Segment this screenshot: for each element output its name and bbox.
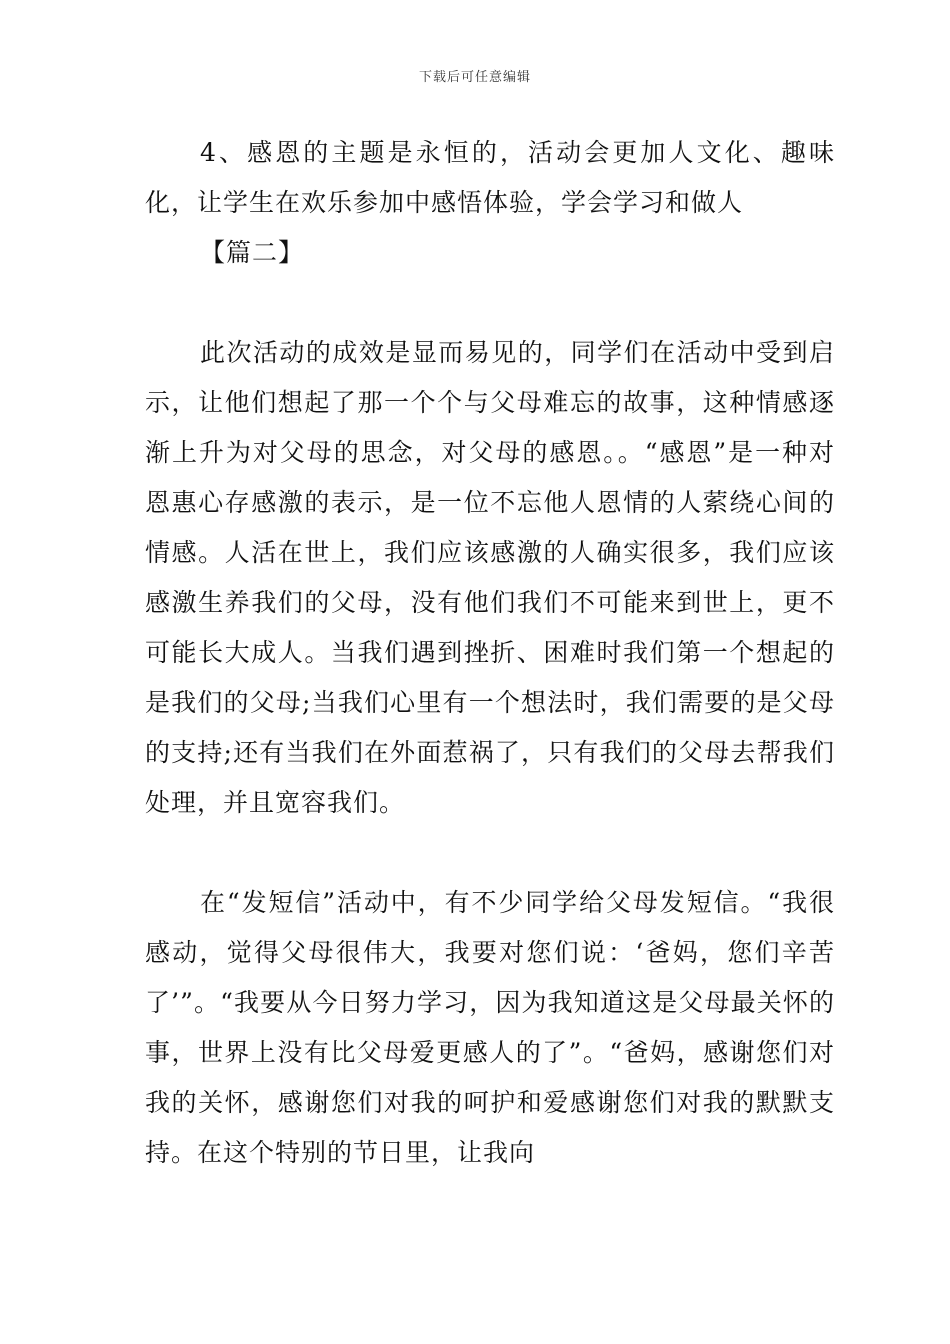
- document-body: [145, 128, 835, 1178]
- paragraph-3: 在“发短信”活动中，有不少同学给父母发短信。“我很感动，觉得父母很伟大，我要对您们说：‘爸妈，您们辛苦了’”。“我要从今日努力学习，因为我知道这是父母最关怀的事，世界上没有比父母爱更感人的了”。“爸妈，感谢您们对我的关怀，感谢您们对我的呵护和爱感谢您们对我的默默支持。在这个特别的节日里，让我向: [145, 888, 835, 1167]
- section-heading: 【篇二】: [200, 238, 305, 267]
- paragraph-2: 此次活动的成效是显而易见的，同学们在活动中受到启示，让他们想起了那一个个与父母难忘的故事，这种情感逐渐上升为对父母的思念，对父母的感恩。。“感恩”是一种对恩惠心存感激的表示，是一位不忘他人恩情的人萦绕心间的情感。人活在世上，我们应该感激的人确实很多，我们应该感激生养我们的父母，没有他们我们不可能来到世上，更不可能长大成人。当我们遇到挫折、困难时我们第一个想起的是我们的父母;当我们心里有一个想法时，我们需要的是父母的支持;还有当我们在外面惹祸了，只有我们的父母去帮我们处理，并且宽容我们。: [145, 338, 835, 817]
- page-header: 下载后可任意编辑: [418, 70, 531, 85]
- paragraph-1: 4、感恩的主题是永恒的，活动会更加人文化、趣味化，让学生在欢乐参加中感悟体验，学会学习和做人: [145, 138, 835, 217]
